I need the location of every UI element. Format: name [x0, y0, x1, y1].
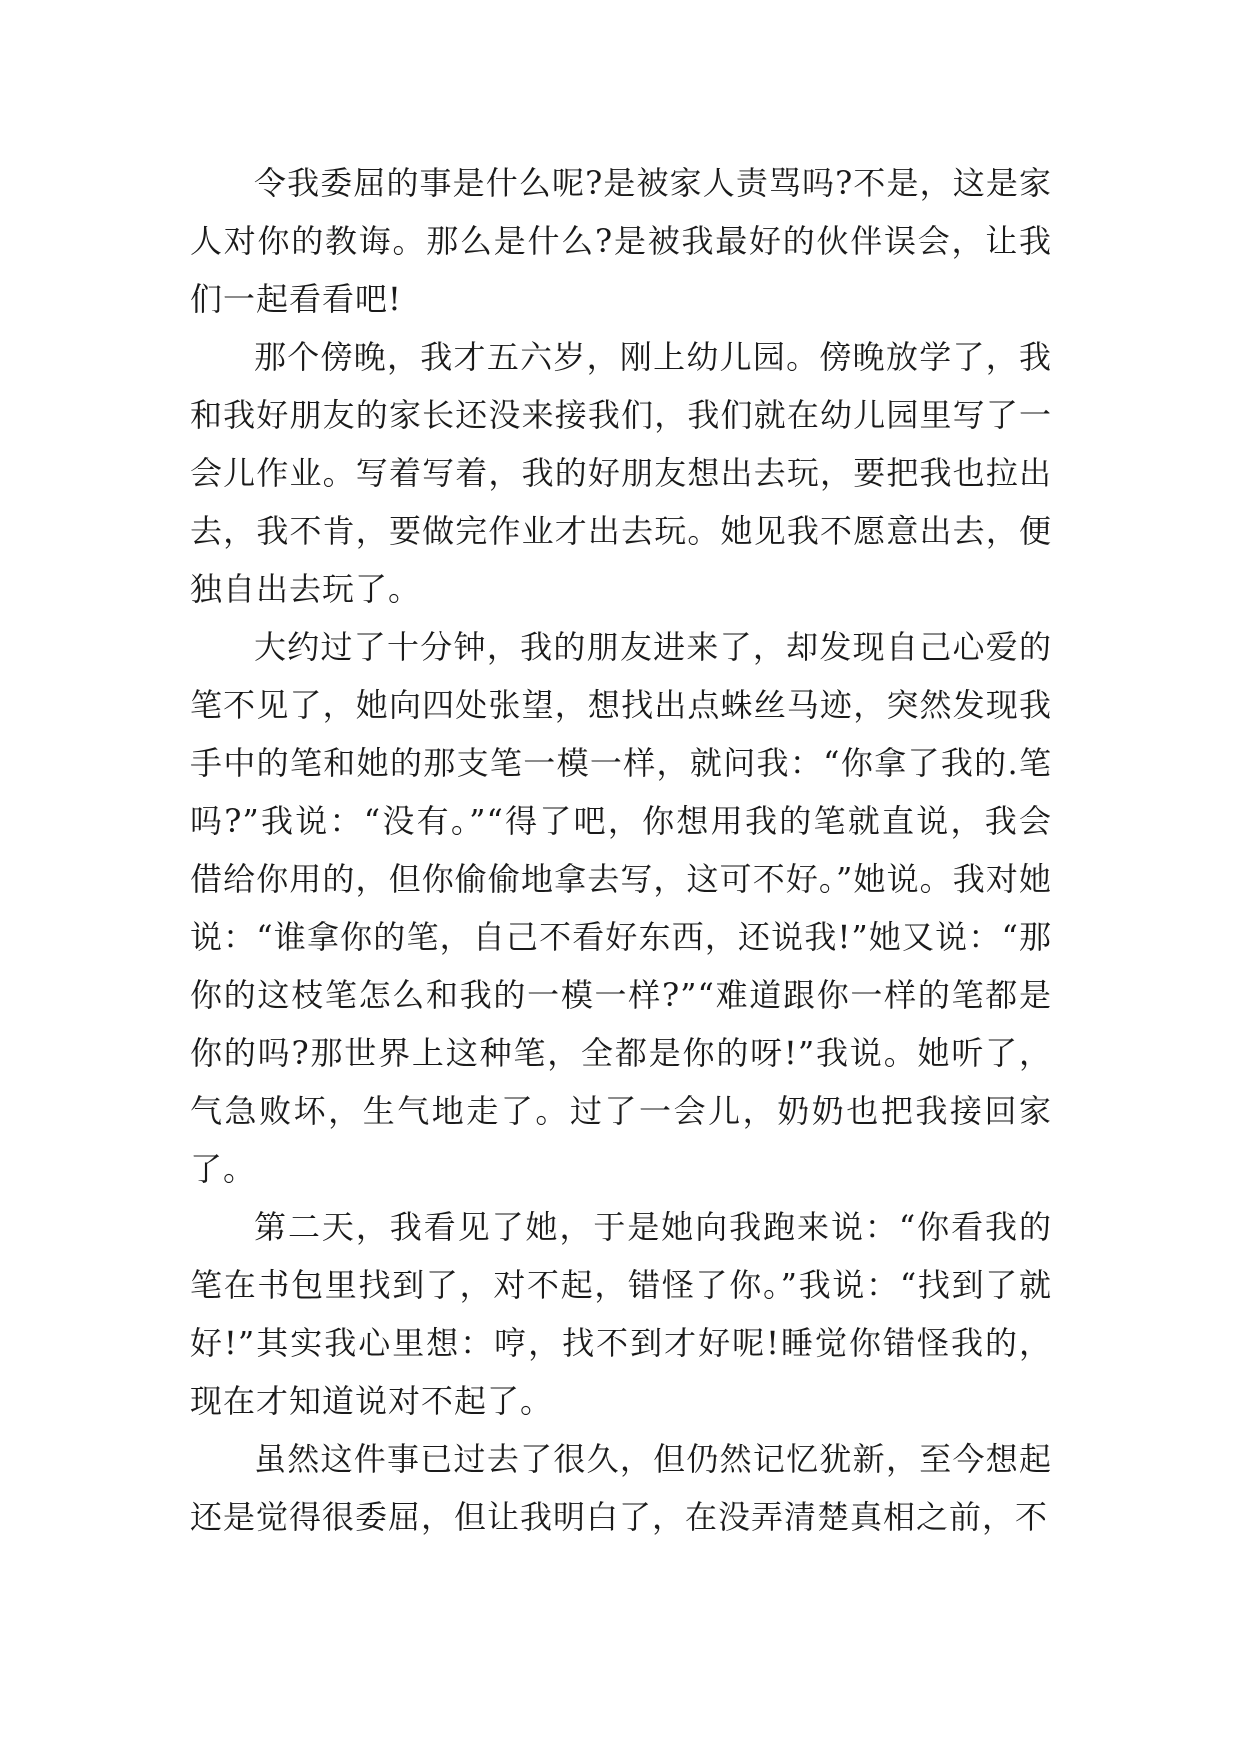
paragraph-3: 大约过了十分钟，我的朋友进来了，却发现自己心爱的笔不见了，她向四处张望，想找出点蛛丝马迹，突然发现我手中的笔和她的那支笔一模一样，就问我：“你拿了我的.笔吗?”我说：“没有。”“得了吧，你想用我的笔就直说，我会借给你用的，但你偷偷地拿去写，这可不好。”她说。我对她说：“谁拿你的笔，自己不看好东西，还说我!”她又说：“那你的这枝笔怎么和我的一模一样?”“难道跟你一样的笔都是你的吗?那世界上这种笔，全都是你的呀!”我说。她听了，气急败坏，生气地走了。过了一会儿，奶奶也把我接回家了。	[190, 628, 1052, 1188]
paragraph-4: 第二天，我看见了她，于是她向我跑来说：“你看我的笔在书包里找到了，对不起，错怪了你。”我说：“找到了就好!”其实我心里想：哼，找不到才好呢!睡觉你错怪我的，现在才知道说对不起了。	[190, 1208, 1052, 1420]
document-body	[190, 154, 1052, 1546]
paragraph-2: 那个傍晚，我才五六岁，刚上幼儿园。傍晚放学了，我和我好朋友的家长还没来接我们，我们就在幼儿园里写了一会儿作业。写着写着，我的好朋友想出去玩，要把我也拉出去，我不肯，要做完作业才出去玩。她见我不愿意出去，便独自出去玩了。	[190, 338, 1052, 608]
paragraph-1: 令我委屈的事是什么呢?是被家人责骂吗?不是，这是家人对你的教诲。那么是什么?是被我最好的伙伴误会，让我们一起看看吧!	[190, 164, 1052, 318]
paragraph-5: 虽然这件事已过去了很久，但仍然记忆犹新，至今想起还是觉得很委屈，但让我明白了，在没弄清楚真相之前，不	[190, 1440, 1052, 1536]
